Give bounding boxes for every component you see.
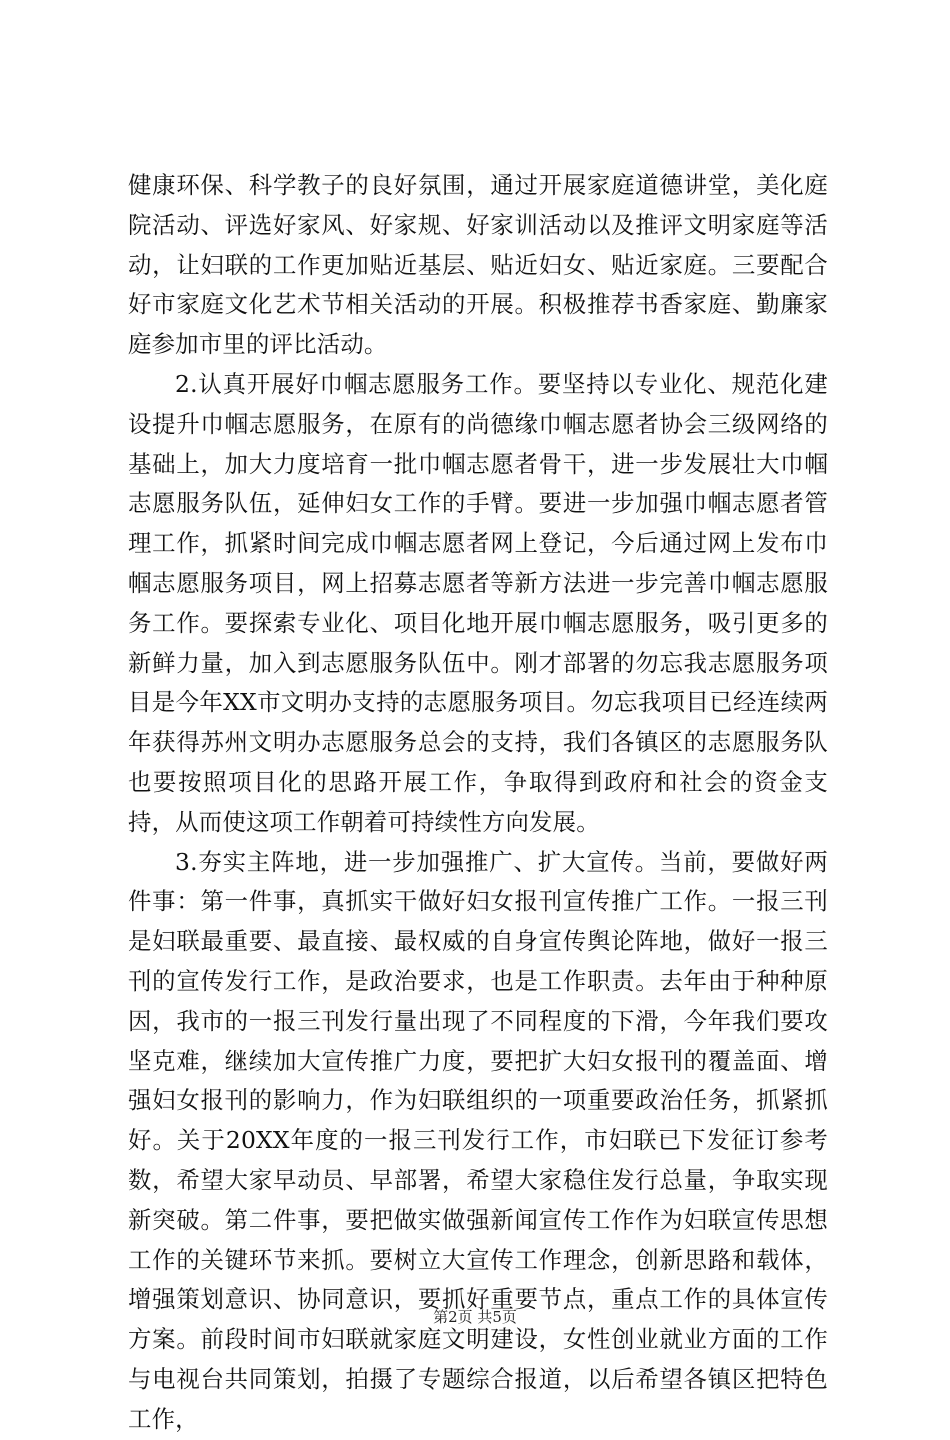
page-footer — [0, 1306, 950, 1327]
paragraph-1: 健康环保、科学教子的良好氛围，通过开展家庭道德讲堂，美化庭院活动、评选好家风、好家规、好家训活动以及推评文明家庭等活动，让妇联的工作更加贴近基层、贴近妇女、贴近家庭。三要配合好市家庭文化艺术节相关活动的开展。积极推荐书香家庭、勤廉家庭参加市里的评比活动。 — [128, 171, 828, 359]
document-body — [128, 166, 828, 1440]
paragraph-2: 2.认真开展好巾帼志愿服务工作。要坚持以专业化、规范化建设提升巾帼志愿服务，在原有的尚德缘巾帼志愿者协会三级网络的基础上，加大力度培育一批巾帼志愿者骨干，进一步发展壮大巾帼志愿服务队伍，延伸妇女工作的手臂。要进一步加强巾帼志愿者管理工作，抓紧时间完成巾帼志愿者网上登记，今后通过网上发布巾帼志愿服务项目，网上招募志愿者等新方法进一步完善巾帼志愿服务工作。要探索专业化、项目化地开展巾帼志愿服务，吸引更多的新鲜力量，加入到志愿服务队伍中。刚才部署的勿忘我志愿服务项目是今年XX市文明办支持的志愿服务项目。勿忘我项目已经连续两年获得苏州文明办志愿服务总会的支持，我们各镇区的志愿服务队也要按照项目化的思路开展工作，争取得到政府和社会的资金支持，从而使这项工作朝着可持续性方向发展。 — [128, 369, 828, 836]
page-number-label: 第2页 共5页 — [433, 1308, 517, 1326]
paragraph-3: 3.夯实主阵地，进一步加强推广、扩大宣传。当前，要做好两件事：第一件事，真抓实干做好妇女报刊宣传推广工作。一报三刊是妇联最重要、最直接、最权威的自身宣传舆论阵地，做好一报三刊的宣传发行工作，是政治要求，也是工作职责。去年由于种种原因，我市的一报三刊发行量出现了不同程度的下滑，今年我们要攻坚克难，继续加大宣传推广力度，要把扩大妇女报刊的覆盖面、增强妇女报刊的影响力，作为妇联组织的一项重要政治任务，抓紧抓好。关于20XX年度的一报三刊发行工作，市妇联已下发征订参考数，希望大家早动员、早部署，希望大家稳住发行总量，争取实现新突破。第二件事，要把做实做强新闻宣传工作作为妇联宣传思想工作的关键环节来抓。要树立大宣传工作理念，创新思路和载体，增强策划意识、协同意识，要抓好重要节点，重点工作的具体宣传方案。前段时间市妇联就家庭文明建设，女性创业就业方面的工作与电视台共同策划，拍摄了专题综合报道，以后希望各镇区把特色工作， — [128, 847, 828, 1433]
